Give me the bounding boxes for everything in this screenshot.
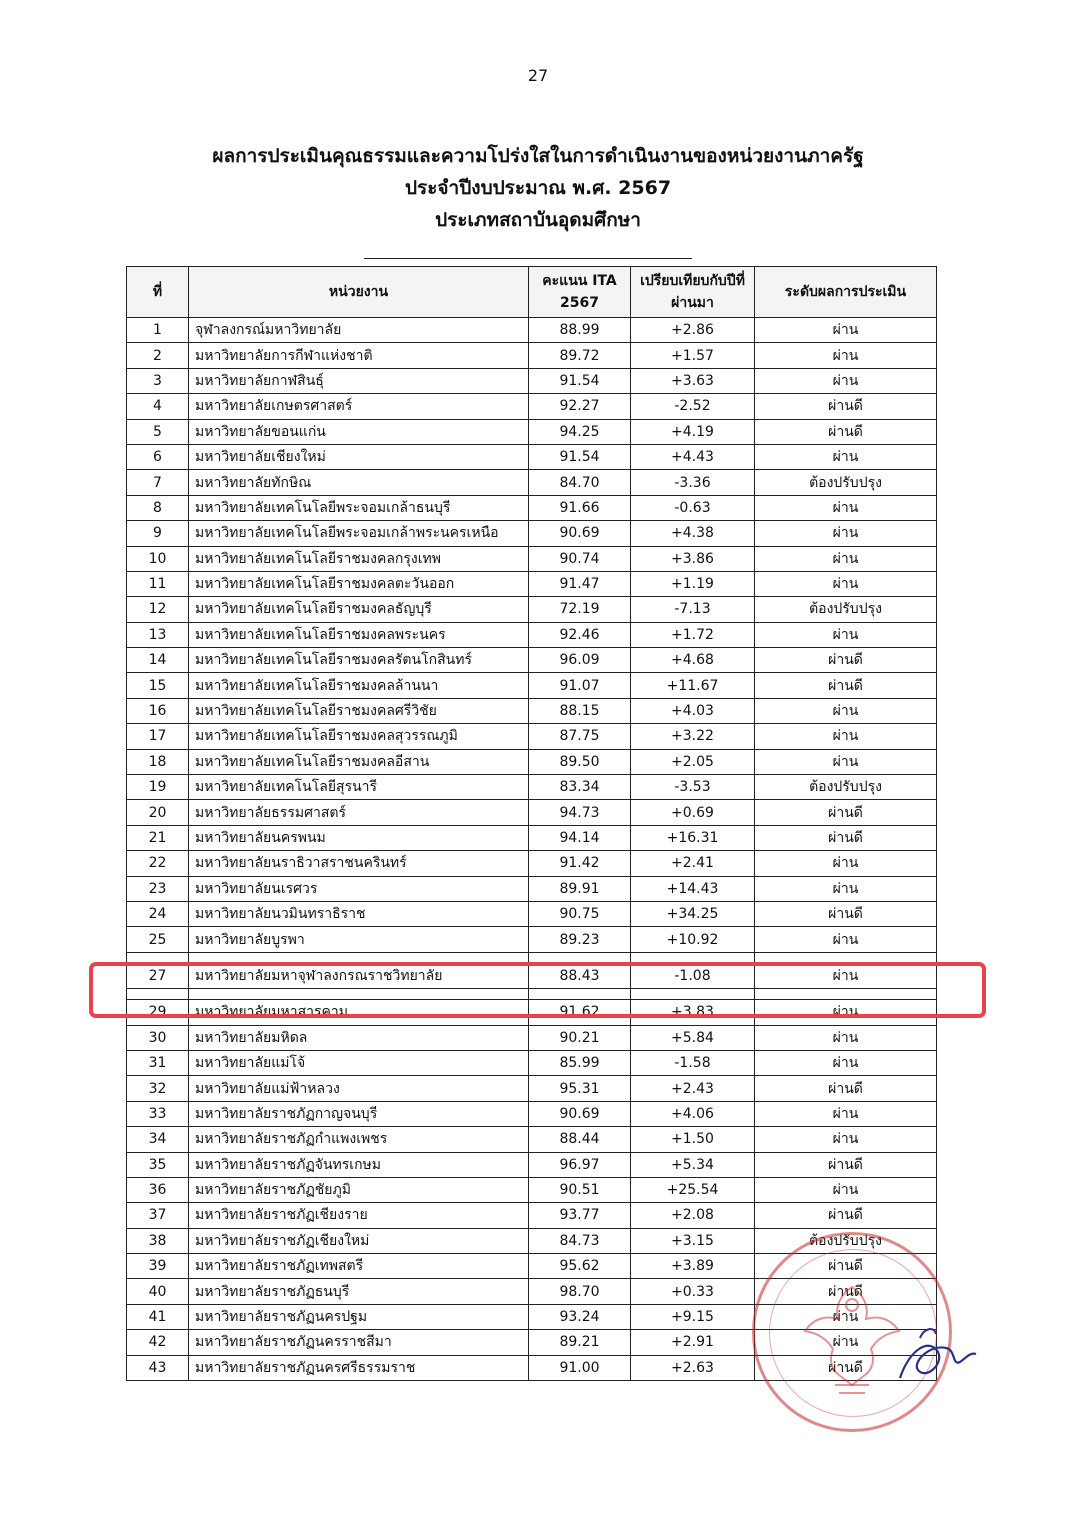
table-row xyxy=(127,1203,937,1228)
unit-name xyxy=(189,952,529,963)
unit-name: มหาวิทยาลัยเทคโนโลยีราชมงคลกรุงเทพ xyxy=(189,546,529,571)
evaluation-level xyxy=(755,989,937,1000)
evaluation-level: ผ่าน xyxy=(755,876,937,901)
table-row xyxy=(127,775,937,800)
ita-score: 91.07 xyxy=(529,673,631,698)
row-number: 23 xyxy=(127,876,189,901)
table-row xyxy=(127,876,937,901)
title-line-1: ผลการประเมินคุณธรรมและความโปร่งใสในการดำเนินงานของหน่วยงานภาครัฐ xyxy=(212,145,864,167)
evaluation-level: ผ่าน xyxy=(755,571,937,596)
score-change: +0.33 xyxy=(631,1279,755,1304)
score-change: +5.34 xyxy=(631,1152,755,1177)
ita-score: 92.46 xyxy=(529,622,631,647)
score-change: -0.63 xyxy=(631,495,755,520)
unit-name: มหาวิทยาลัยราชภัฏกาญจนบุรี xyxy=(189,1101,529,1126)
score-change: -1.08 xyxy=(631,963,755,988)
header-change: เปรียบเทียบกับปีที่ผ่านมา xyxy=(631,267,755,318)
unit-name: จุฬาลงกรณ์มหาวิทยาลัย xyxy=(189,318,529,343)
ita-score: 94.14 xyxy=(529,825,631,850)
score-change: +4.38 xyxy=(631,521,755,546)
evaluation-level: ผ่าน xyxy=(755,521,937,546)
ita-score xyxy=(529,989,631,1000)
ita-score: 88.15 xyxy=(529,698,631,723)
row-number: 19 xyxy=(127,775,189,800)
unit-name: มหาวิทยาลัยนราธิวาสราชนครินทร์ xyxy=(189,851,529,876)
unit-name: มหาวิทยาลัยราชภัฏนครปฐม xyxy=(189,1304,529,1329)
evaluation-level: ผ่านดี xyxy=(755,673,937,698)
score-change: +2.05 xyxy=(631,749,755,774)
ita-score: 94.25 xyxy=(529,419,631,444)
row-number xyxy=(127,952,189,963)
ita-score: 91.00 xyxy=(529,1355,631,1380)
row-number: 43 xyxy=(127,1355,189,1380)
row-number: 30 xyxy=(127,1025,189,1050)
unit-name: มหาวิทยาลัยมหิดล xyxy=(189,1025,529,1050)
evaluation-level: ผ่านดี xyxy=(755,419,937,444)
unit-name xyxy=(189,989,529,1000)
table-row xyxy=(127,318,937,343)
table-header-row xyxy=(127,267,937,318)
unit-name: มหาวิทยาลัยราชภัฏเทพสตรี xyxy=(189,1254,529,1279)
evaluation-level: ต้องปรับปรุง xyxy=(755,775,937,800)
row-number: 24 xyxy=(127,901,189,926)
row-number: 11 xyxy=(127,571,189,596)
score-change: +3.15 xyxy=(631,1228,755,1253)
document-title xyxy=(0,140,1076,236)
score-change: -3.53 xyxy=(631,775,755,800)
table-row xyxy=(127,1355,937,1380)
unit-name: มหาวิทยาลัยนเรศวร xyxy=(189,876,529,901)
ita-score: 84.73 xyxy=(529,1228,631,1253)
score-change: +3.63 xyxy=(631,368,755,393)
evaluation-level: ผ่าน xyxy=(755,963,937,988)
ita-score: 89.23 xyxy=(529,927,631,952)
score-change: +2.08 xyxy=(631,1203,755,1228)
unit-name: มหาวิทยาลัยเทคโนโลยีราชมงคลสุวรรณภูมิ xyxy=(189,724,529,749)
table-row xyxy=(127,521,937,546)
ita-score: 93.77 xyxy=(529,1203,631,1228)
evaluation-level: ผ่านดี xyxy=(755,1076,937,1101)
table-row xyxy=(127,927,937,952)
table-row-obscured xyxy=(127,952,937,963)
evaluation-level: ผ่านดี xyxy=(755,825,937,850)
evaluation-level xyxy=(755,952,937,963)
ita-score: 98.70 xyxy=(529,1279,631,1304)
score-change: -3.36 xyxy=(631,470,755,495)
row-number xyxy=(127,989,189,1000)
ita-results-table xyxy=(126,266,937,1381)
score-change xyxy=(631,952,755,963)
evaluation-level: ผ่านดี xyxy=(755,800,937,825)
score-change: +5.84 xyxy=(631,1025,755,1050)
table-row xyxy=(127,1177,937,1202)
row-number: 12 xyxy=(127,597,189,622)
unit-name: มหาวิทยาลัยทักษิณ xyxy=(189,470,529,495)
row-number: 14 xyxy=(127,648,189,673)
table-row xyxy=(127,495,937,520)
table-row xyxy=(127,444,937,469)
row-number: 37 xyxy=(127,1203,189,1228)
table-row xyxy=(127,851,937,876)
score-change: +11.67 xyxy=(631,673,755,698)
table-row xyxy=(127,597,937,622)
page-number: 27 xyxy=(527,66,549,85)
evaluation-level: ผ่าน xyxy=(755,368,937,393)
evaluation-level: ผ่าน xyxy=(755,1050,937,1075)
table-row xyxy=(127,901,937,926)
row-number: 40 xyxy=(127,1279,189,1304)
unit-name: มหาวิทยาลัยเชียงใหม่ xyxy=(189,444,529,469)
ita-score: 72.19 xyxy=(529,597,631,622)
ita-score: 96.09 xyxy=(529,648,631,673)
score-change: +1.72 xyxy=(631,622,755,647)
unit-name: มหาวิทยาลัยเกษตรศาสตร์ xyxy=(189,394,529,419)
unit-name: มหาวิทยาลัยเทคโนโลยีราชมงคลอีสาน xyxy=(189,749,529,774)
table-row xyxy=(127,1330,937,1355)
table-row xyxy=(127,1076,937,1101)
table-row xyxy=(127,1152,937,1177)
ita-score: 93.24 xyxy=(529,1304,631,1329)
table-row xyxy=(127,749,937,774)
header-level: ระดับผลการประเมิน xyxy=(755,267,937,318)
header-unit: หน่วยงาน xyxy=(189,267,529,318)
table-row xyxy=(127,622,937,647)
evaluation-level: ผ่านดี xyxy=(755,901,937,926)
unit-name: มหาวิทยาลัยเทคโนโลยีพระจอมเกล้าพระนครเหนือ xyxy=(189,521,529,546)
row-number: 33 xyxy=(127,1101,189,1126)
unit-name: มหาวิทยาลัยนวมินทราธิราช xyxy=(189,901,529,926)
score-change: +2.86 xyxy=(631,318,755,343)
evaluation-level: ผ่านดี xyxy=(755,1203,937,1228)
row-number: 31 xyxy=(127,1050,189,1075)
header-score: คะแนน ITA 2567 xyxy=(529,267,631,318)
unit-name: มหาวิทยาลัยแม่ฟ้าหลวง xyxy=(189,1076,529,1101)
table-row xyxy=(127,963,937,988)
score-change: +34.25 xyxy=(631,901,755,926)
evaluation-level: ผ่าน xyxy=(755,1127,937,1152)
score-change: +4.06 xyxy=(631,1101,755,1126)
table-row xyxy=(127,1228,937,1253)
score-change: +16.31 xyxy=(631,825,755,850)
evaluation-level: ผ่าน xyxy=(755,851,937,876)
evaluation-level: ผ่าน xyxy=(755,1304,937,1329)
evaluation-level: ผ่าน xyxy=(755,546,937,571)
evaluation-level: ต้องปรับปรุง xyxy=(755,1228,937,1253)
ita-score: 90.75 xyxy=(529,901,631,926)
row-number: 29 xyxy=(127,1000,189,1025)
score-change: +2.63 xyxy=(631,1355,755,1380)
score-change: +25.54 xyxy=(631,1177,755,1202)
ita-score: 85.99 xyxy=(529,1050,631,1075)
table-row xyxy=(127,1050,937,1075)
table-row xyxy=(127,1101,937,1126)
evaluation-level: ผ่าน xyxy=(755,444,937,469)
table-row xyxy=(127,673,937,698)
header-no: ที่ xyxy=(127,267,189,318)
row-number: 41 xyxy=(127,1304,189,1329)
row-number: 3 xyxy=(127,368,189,393)
unit-name: มหาวิทยาลัยเทคโนโลยีราชมงคลพระนคร xyxy=(189,622,529,647)
table-row xyxy=(127,724,937,749)
unit-name: มหาวิทยาลัยเทคโนโลยีราชมงคลล้านนา xyxy=(189,673,529,698)
ita-score: 92.27 xyxy=(529,394,631,419)
score-change: +14.43 xyxy=(631,876,755,901)
ita-score: 83.34 xyxy=(529,775,631,800)
row-number: 36 xyxy=(127,1177,189,1202)
evaluation-level: ผ่าน xyxy=(755,724,937,749)
score-change: +4.03 xyxy=(631,698,755,723)
row-number: 5 xyxy=(127,419,189,444)
table-row xyxy=(127,1000,937,1025)
unit-name: มหาวิทยาลัยเทคโนโลยีสุรนารี xyxy=(189,775,529,800)
table-row xyxy=(127,1279,937,1304)
unit-name: มหาวิทยาลัยเทคโนโลยีราชมงคลศรีวิชัย xyxy=(189,698,529,723)
score-change: -2.52 xyxy=(631,394,755,419)
evaluation-level: ผ่าน xyxy=(755,1330,937,1355)
ita-score: 88.99 xyxy=(529,318,631,343)
evaluation-level: ผ่านดี xyxy=(755,1254,937,1279)
ita-score: 91.66 xyxy=(529,495,631,520)
unit-name: มหาวิทยาลัยราชภัฏเชียงใหม่ xyxy=(189,1228,529,1253)
ita-score: 88.43 xyxy=(529,963,631,988)
evaluation-level: ต้องปรับปรุง xyxy=(755,597,937,622)
score-change: +3.86 xyxy=(631,546,755,571)
score-change: +2.41 xyxy=(631,851,755,876)
evaluation-level: ผ่าน xyxy=(755,1101,937,1126)
ita-score: 89.21 xyxy=(529,1330,631,1355)
table-row xyxy=(127,825,937,850)
table-row-obscured xyxy=(127,989,937,1000)
ita-score: 90.69 xyxy=(529,1101,631,1126)
row-number: 15 xyxy=(127,673,189,698)
row-number: 35 xyxy=(127,1152,189,1177)
table-row xyxy=(127,800,937,825)
evaluation-level: ผ่านดี xyxy=(755,1279,937,1304)
row-number: 27 xyxy=(127,963,189,988)
table-row xyxy=(127,1025,937,1050)
title-line-2: ประจำปีงบประมาณ พ.ศ. 2567 xyxy=(404,177,672,199)
unit-name: มหาวิทยาลัยราชภัฏจันทรเกษม xyxy=(189,1152,529,1177)
row-number: 34 xyxy=(127,1127,189,1152)
ita-score: 90.69 xyxy=(529,521,631,546)
row-number: 10 xyxy=(127,546,189,571)
ita-score: 90.74 xyxy=(529,546,631,571)
evaluation-level: ผ่าน xyxy=(755,343,937,368)
evaluation-level: ต้องปรับปรุง xyxy=(755,470,937,495)
table-body xyxy=(127,318,937,1381)
unit-name: มหาวิทยาลัยนครพนม xyxy=(189,825,529,850)
ita-score: 89.91 xyxy=(529,876,631,901)
ita-score: 91.62 xyxy=(529,1000,631,1025)
table-row xyxy=(127,1304,937,1329)
score-change: +2.91 xyxy=(631,1330,755,1355)
score-change: +1.50 xyxy=(631,1127,755,1152)
ita-score: 95.62 xyxy=(529,1254,631,1279)
score-change: -1.58 xyxy=(631,1050,755,1075)
unit-name: มหาวิทยาลัยราชภัฏชัยภูมิ xyxy=(189,1177,529,1202)
evaluation-level: ผ่าน xyxy=(755,1000,937,1025)
row-number: 20 xyxy=(127,800,189,825)
ita-score: 90.51 xyxy=(529,1177,631,1202)
unit-name: มหาวิทยาลัยเทคโนโลยีราชมงคลรัตนโกสินทร์ xyxy=(189,648,529,673)
evaluation-level: ผ่านดี xyxy=(755,648,937,673)
row-number: 38 xyxy=(127,1228,189,1253)
row-number: 21 xyxy=(127,825,189,850)
unit-name: มหาวิทยาลัยราชภัฏนครราชสีมา xyxy=(189,1330,529,1355)
row-number: 16 xyxy=(127,698,189,723)
ita-score: 84.70 xyxy=(529,470,631,495)
ita-score: 88.44 xyxy=(529,1127,631,1152)
table-row xyxy=(127,394,937,419)
unit-name: มหาวิทยาลัยมหาสารคาม xyxy=(189,1000,529,1025)
row-number: 13 xyxy=(127,622,189,647)
evaluation-level: ผ่านดี xyxy=(755,1355,937,1380)
score-change: +1.19 xyxy=(631,571,755,596)
table-row xyxy=(127,1127,937,1152)
row-number: 7 xyxy=(127,470,189,495)
evaluation-level: ผ่านดี xyxy=(755,1152,937,1177)
row-number: 2 xyxy=(127,343,189,368)
ita-score: 94.73 xyxy=(529,800,631,825)
ita-score: 91.47 xyxy=(529,571,631,596)
unit-name: มหาวิทยาลัยการกีฬาแห่งชาติ xyxy=(189,343,529,368)
ita-score: 91.54 xyxy=(529,444,631,469)
ita-score: 95.31 xyxy=(529,1076,631,1101)
score-change: +3.89 xyxy=(631,1254,755,1279)
title-line-3: ประเภทสถาบันอุดมศึกษา xyxy=(435,209,641,231)
table-row xyxy=(127,368,937,393)
ita-score: 90.21 xyxy=(529,1025,631,1050)
ita-score: 89.72 xyxy=(529,343,631,368)
row-number: 4 xyxy=(127,394,189,419)
table-row xyxy=(127,343,937,368)
evaluation-level: ผ่าน xyxy=(755,927,937,952)
table-row xyxy=(127,419,937,444)
row-number: 9 xyxy=(127,521,189,546)
unit-name: มหาวิทยาลัยเทคโนโลยีราชมงคลธัญบุรี xyxy=(189,597,529,622)
unit-name: มหาวิทยาลัยเทคโนโลยีราชมงคลตะวันออก xyxy=(189,571,529,596)
table-row xyxy=(127,571,937,596)
row-number: 22 xyxy=(127,851,189,876)
row-number: 42 xyxy=(127,1330,189,1355)
table-row xyxy=(127,470,937,495)
ita-score: 87.75 xyxy=(529,724,631,749)
row-number: 25 xyxy=(127,927,189,952)
evaluation-level: ผ่านดี xyxy=(755,394,937,419)
score-change: +10.92 xyxy=(631,927,755,952)
score-change: +4.19 xyxy=(631,419,755,444)
score-change: +4.43 xyxy=(631,444,755,469)
table-row xyxy=(127,546,937,571)
evaluation-level: ผ่าน xyxy=(755,622,937,647)
row-number: 17 xyxy=(127,724,189,749)
unit-name: มหาวิทยาลัยราชภัฏกำแพงเพชร xyxy=(189,1127,529,1152)
score-change: +9.15 xyxy=(631,1304,755,1329)
ita-score: 91.42 xyxy=(529,851,631,876)
score-change: -7.13 xyxy=(631,597,755,622)
row-number: 18 xyxy=(127,749,189,774)
unit-name: มหาวิทยาลัยแม่โจ้ xyxy=(189,1050,529,1075)
evaluation-level: ผ่าน xyxy=(755,495,937,520)
unit-name: มหาวิทยาลัยราชภัฏนครศรีธรรมราช xyxy=(189,1355,529,1380)
table-row xyxy=(127,698,937,723)
ita-score: 89.50 xyxy=(529,749,631,774)
unit-name: มหาวิทยาลัยเทคโนโลยีพระจอมเกล้าธนบุรี xyxy=(189,495,529,520)
ita-score xyxy=(529,952,631,963)
unit-name: มหาวิทยาลัยธรรมศาสตร์ xyxy=(189,800,529,825)
score-change: +4.68 xyxy=(631,648,755,673)
score-change: +3.83 xyxy=(631,1000,755,1025)
score-change xyxy=(631,989,755,1000)
row-number: 8 xyxy=(127,495,189,520)
unit-name: มหาวิทยาลัยบูรพา xyxy=(189,927,529,952)
table-row xyxy=(127,648,937,673)
evaluation-level: ผ่าน xyxy=(755,749,937,774)
score-change: +1.57 xyxy=(631,343,755,368)
row-number: 32 xyxy=(127,1076,189,1101)
evaluation-level: ผ่าน xyxy=(755,1177,937,1202)
evaluation-level: ผ่าน xyxy=(755,1025,937,1050)
row-number: 39 xyxy=(127,1254,189,1279)
unit-name: มหาวิทยาลัยขอนแก่น xyxy=(189,419,529,444)
row-number: 6 xyxy=(127,444,189,469)
unit-name: มหาวิทยาลัยราชภัฏเชียงราย xyxy=(189,1203,529,1228)
score-change: +0.69 xyxy=(631,800,755,825)
ita-score: 96.97 xyxy=(529,1152,631,1177)
evaluation-level: ผ่าน xyxy=(755,698,937,723)
unit-name: มหาวิทยาลัยมหาจุฬาลงกรณราชวิทยาลัย xyxy=(189,963,529,988)
score-change: +2.43 xyxy=(631,1076,755,1101)
score-change: +3.22 xyxy=(631,724,755,749)
row-number: 1 xyxy=(127,318,189,343)
table-row xyxy=(127,1254,937,1279)
title-underline xyxy=(364,258,692,259)
unit-name: มหาวิทยาลัยกาฬสินธุ์ xyxy=(189,368,529,393)
unit-name: มหาวิทยาลัยราชภัฏธนบุรี xyxy=(189,1279,529,1304)
evaluation-level: ผ่าน xyxy=(755,318,937,343)
ita-score: 91.54 xyxy=(529,368,631,393)
